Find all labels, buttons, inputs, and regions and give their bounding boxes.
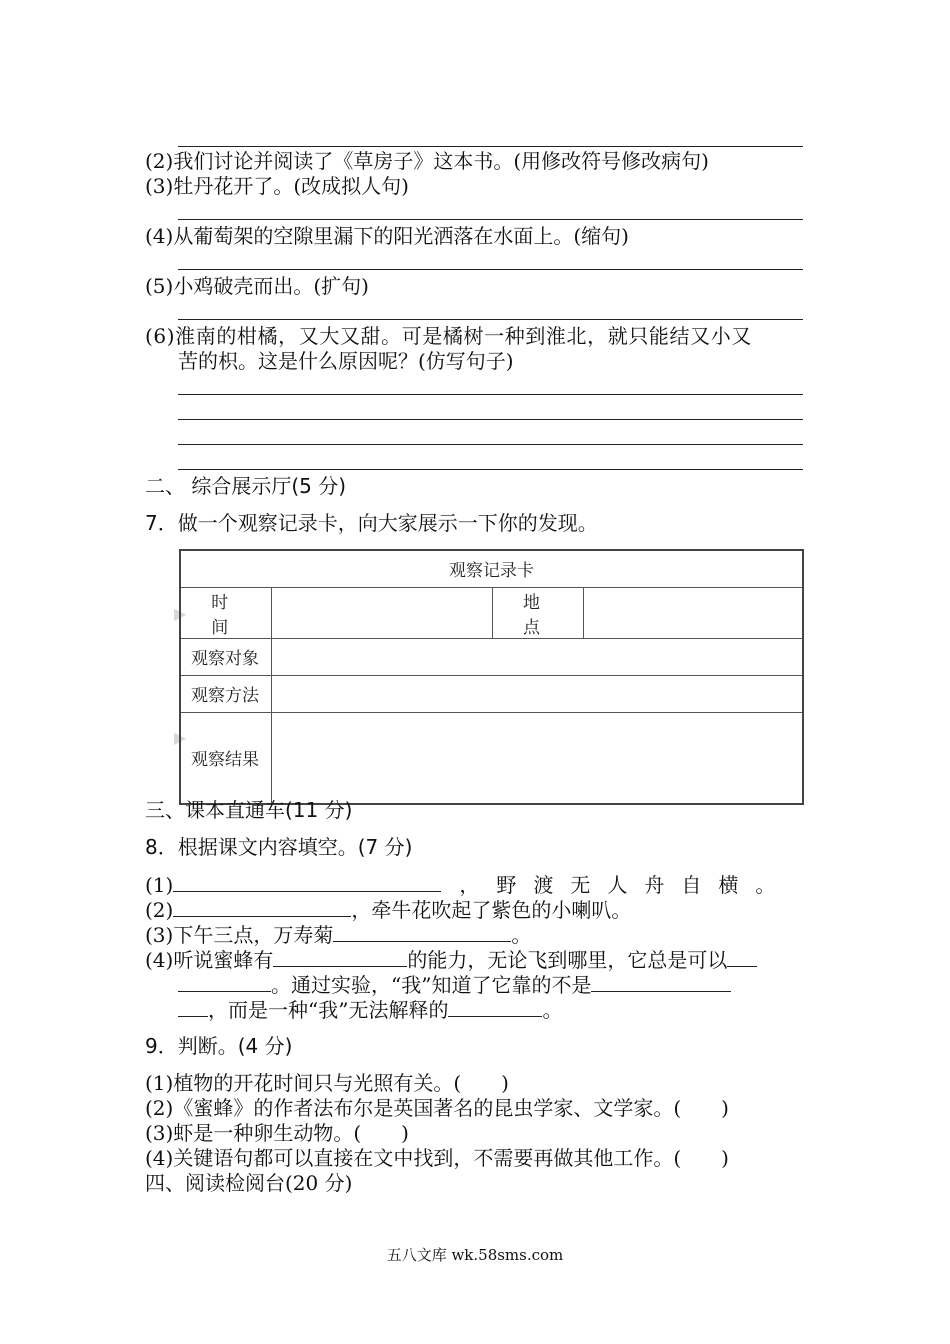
answer-line[interactable]	[178, 146, 803, 147]
sentence-2: (2)我们讨论并阅读了《草房子》这本书。(用修改符号修改病句)	[145, 149, 709, 173]
blank[interactable]	[333, 921, 511, 942]
section-3-title: 三、课本直通车(11 分)	[145, 798, 353, 822]
result-cell[interactable]	[271, 712, 803, 804]
blank[interactable]	[178, 971, 271, 992]
card-title: 观察记录卡	[180, 550, 803, 587]
question-9: 9．判断。(4 分)	[145, 1034, 293, 1058]
object-cell[interactable]	[271, 638, 803, 675]
judge-3: (3)虾是一种卵生动物。( )	[145, 1121, 409, 1145]
answer-line[interactable]	[178, 469, 803, 470]
fill-2	[145, 896, 631, 923]
fill-3-end: 。	[511, 923, 532, 947]
result-label: 观察结果	[180, 712, 271, 804]
answer-line[interactable]	[178, 319, 803, 320]
place-cell[interactable]	[583, 587, 803, 638]
blank[interactable]	[178, 996, 208, 1017]
sentence-6-line2: 苦的枳。这是什么原因呢？(仿写句子)	[178, 349, 514, 373]
answer-line[interactable]	[178, 269, 803, 270]
fill-4-text-3: ，而是一种“我”无法解释的	[208, 998, 449, 1022]
time-label: 时 间	[180, 587, 271, 638]
footer-watermark: 五八文库 wk.58sms.com	[386, 1246, 564, 1264]
fill-4-line1	[145, 946, 757, 973]
fill-1-prefix: (1)	[145, 873, 174, 897]
fill-4-text-2: 。通过实验，“我”知道了它靠的不是	[271, 973, 592, 997]
answer-line[interactable]	[178, 394, 803, 395]
fill-4-end: 。	[542, 998, 563, 1022]
method-label: 观察方法	[180, 675, 271, 712]
question-8: 8．根据课文内容填空。(7 分)	[145, 835, 413, 859]
fill-2-prefix: (2)	[145, 898, 174, 922]
judge-4: (4)关键语句都可以直接在文中找到，不需要再做其他工作。( )	[145, 1146, 729, 1170]
blank[interactable]	[727, 946, 757, 967]
sentence-5: (5)小鸡破壳而出。(扩句)	[145, 274, 369, 298]
method-cell[interactable]	[271, 675, 803, 712]
fill-4-line3	[178, 996, 562, 1023]
fill-1	[145, 871, 792, 898]
section-2-title: 二、 综合展示厅(5 分)	[145, 474, 347, 498]
fill-3	[145, 921, 531, 948]
blank[interactable]	[448, 996, 542, 1017]
sentence-6-line1: (6)淮南的柑橘，又大又甜。可是橘树一种到淮北，就只能结又小又	[145, 324, 752, 348]
answer-line[interactable]	[178, 219, 803, 220]
blank[interactable]	[173, 896, 351, 917]
fill-1-text: ，野渡无人舟自横。	[459, 873, 793, 897]
fill-4-text: 的能力，无论飞到哪里，它总是可以	[407, 948, 728, 972]
watermark-mark: ▶	[174, 604, 187, 623]
judge-2: (2)《蜜蜂》的作者法布尔是英国著名的昆虫学家、文学家。( )	[145, 1096, 729, 1120]
blank[interactable]	[273, 946, 407, 967]
sentence-3: (3)牡丹花开了。(改成拟人句)	[145, 174, 409, 198]
fill-4-prefix: (4)听说蜜蜂有	[145, 948, 274, 972]
judge-1: (1)植物的开花时间只与光照有关。( )	[145, 1071, 509, 1095]
watermark-mark: ▶	[174, 728, 187, 747]
sentence-4: (4)从葡萄架的空隙里漏下的阳光洒落在水面上。(缩句)	[145, 224, 629, 248]
fill-4-line2	[178, 971, 731, 998]
blank[interactable]	[591, 971, 731, 992]
answer-line[interactable]	[178, 444, 803, 445]
object-label: 观察对象	[180, 638, 271, 675]
blank[interactable]	[173, 871, 441, 892]
place-label: 地 点	[492, 587, 583, 638]
answer-line[interactable]	[178, 419, 803, 420]
section-4-title: 四、阅读检阅台(20 分)	[145, 1171, 353, 1195]
observation-card	[179, 549, 804, 805]
fill-3-prefix: (3)下午三点，万寿菊	[145, 923, 334, 947]
fill-2-text: ，牵牛花吹起了紫色的小喇叭。	[351, 898, 632, 922]
time-cell[interactable]	[271, 587, 492, 638]
question-7: 7．做一个观察记录卡，向大家展示一下你的发现。	[145, 511, 598, 535]
